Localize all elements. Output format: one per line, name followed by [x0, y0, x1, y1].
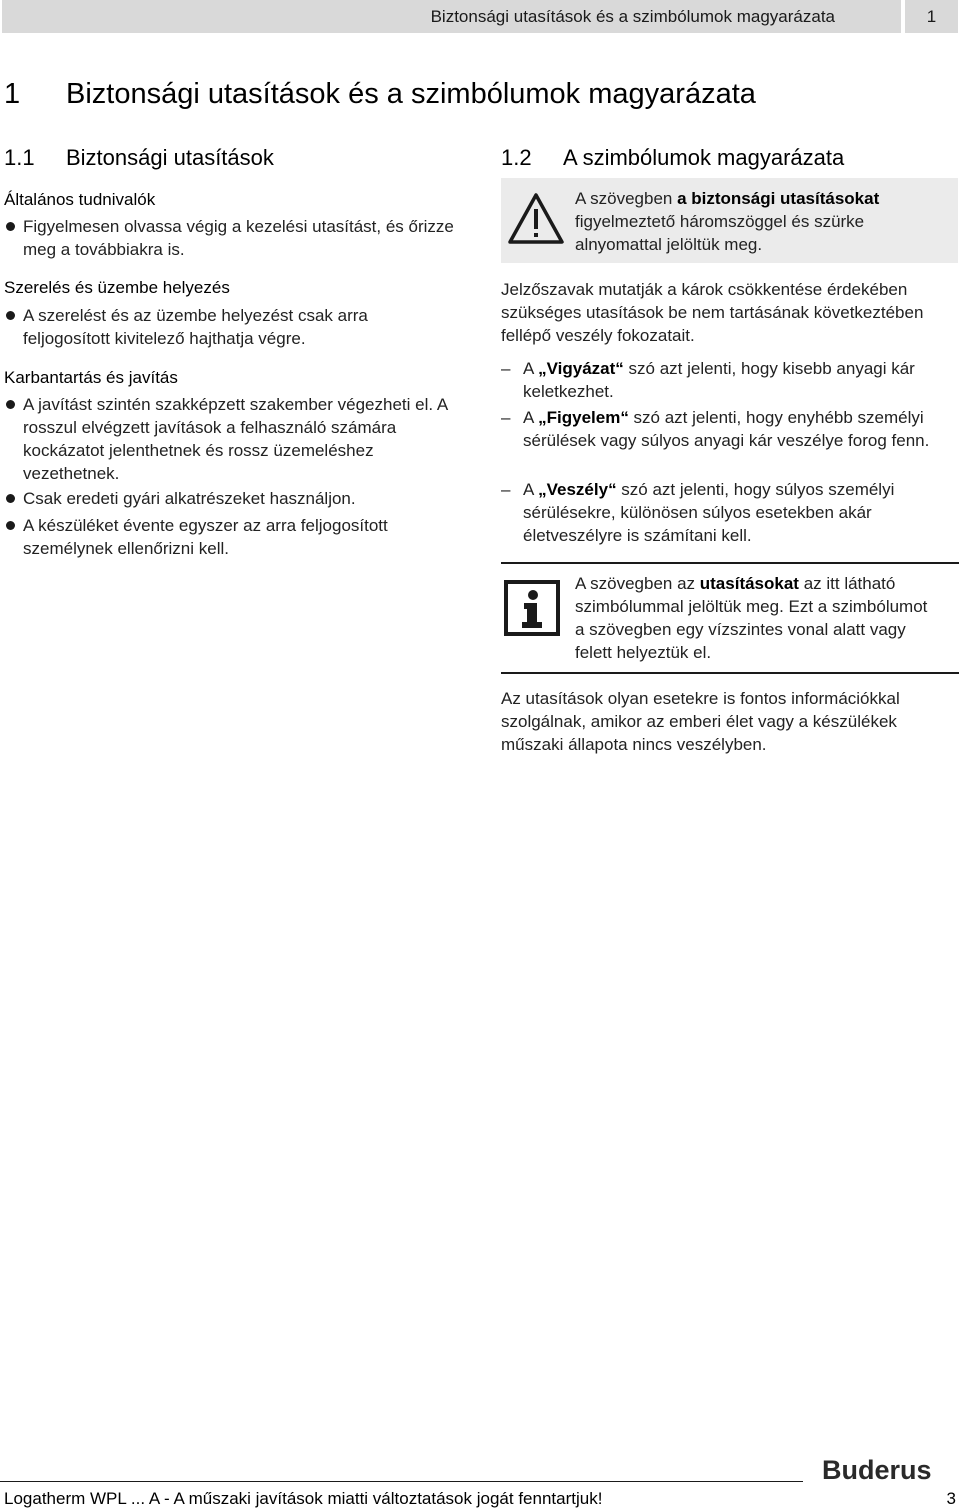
- dash-marker: –: [501, 408, 511, 427]
- note-text-bold: a biztonsági utasításokat: [677, 189, 880, 208]
- info-note-box: [501, 562, 958, 674]
- running-header-chapter-number: 1: [905, 0, 958, 33]
- note-rule-bottom: [501, 672, 959, 674]
- chapter-title: [4, 78, 756, 111]
- item-text: A: [523, 408, 539, 427]
- dash-marker: –: [501, 480, 511, 499]
- info-icon: [504, 580, 560, 636]
- running-header-title: Biztonsági utasítások és a szimbólumok magyarázata: [430, 7, 835, 26]
- bullet-item: Csak eredeti gyári alkatrészeket használjon.: [4, 487, 454, 510]
- note-text-bold: utasításokat: [699, 574, 799, 593]
- signal-words-paragraph: Jelzőszavak mutatják a károk csökkentése érdekében szükséges utasítások be nem tartásának következtében fellépő veszély fokozatait.: [501, 280, 924, 345]
- chapter-number: 1: [4, 78, 21, 110]
- warning-note-box: [501, 178, 958, 263]
- subheading-maintenance: Karbantartás és javítás: [4, 368, 178, 387]
- section-title-safety: [4, 145, 274, 171]
- footer-text: Logatherm WPL ... A - A műszaki javítások miatti változtatások jogát fenntartjuk!: [4, 1489, 603, 1508]
- bullet-item: A készüléket évente egyszer az arra feljogosított személynek ellenőrizni kell.: [4, 514, 454, 560]
- note-text-part: figyelmeztető háromszöggel és szürke alnyomattal jelöltük meg.: [575, 212, 865, 254]
- section-title-text: Biztonsági utasítások: [66, 145, 274, 170]
- bullet-item: Figyelmesen olvassa végig a kezelési utasítást, és őrizze meg a továbbiakra is.: [4, 215, 454, 261]
- signal-word-item: [501, 406, 957, 452]
- section-number: 1.1: [4, 145, 35, 170]
- signal-word: „Veszély“: [538, 480, 617, 499]
- chapter-title-text: Biztonsági utasítások és a szimbólumok magyarázata: [66, 78, 756, 110]
- warning-note-text: [575, 187, 945, 256]
- dash-marker: –: [501, 359, 511, 378]
- item-text: szó azt jelenti, hogy kisebb anyagi kár keletkezhet.: [523, 359, 915, 401]
- warning-triangle-icon: [507, 192, 565, 246]
- bullet-item: A javítást szintén szakképzett szakember végezheti el. A rosszul elvégzett javítások a felhasználó számára kockázatot jelenthetnek és rossz üzemeléshez vezethetnek.: [4, 393, 454, 485]
- subheading-general: Általános tudnivalók: [4, 190, 156, 209]
- note-text-part: A szövegben az: [575, 574, 700, 593]
- section-title-text: A szimbólumok magyarázata: [563, 145, 845, 170]
- note-text-part: az itt látható szimbólummal jelöltük meg. Ezt a szimbólumot a szövegben egy vízszintes vonal alatt vagy felett helyeztük el.: [575, 574, 928, 662]
- page-number: 3: [946, 1489, 956, 1508]
- note-rule-top: [501, 562, 959, 564]
- item-text: szó azt jelenti, hogy enyhébb személyi sérülések vagy súlyos anyagi kár veszélye forog fenn.: [523, 408, 930, 450]
- footer-rule: [0, 1481, 803, 1482]
- bullet-item: A szerelést és az üzembe helyezést csak arra feljogosított kivitelező hajthatja végre.: [4, 304, 424, 350]
- buderus-logo: Buderus: [822, 1455, 932, 1485]
- section-number: 1.2: [501, 145, 532, 170]
- item-text: A: [523, 480, 539, 499]
- subheading-installation: Szerelés és üzembe helyezés: [4, 278, 230, 297]
- signal-word-item: [501, 357, 957, 403]
- signal-word: „Vigyázat“: [538, 359, 624, 378]
- signal-word-item: [501, 478, 957, 547]
- note-text-part: A szövegben: [575, 189, 678, 208]
- section-title-symbols: [501, 145, 844, 171]
- item-text: szó azt jelenti, hogy súlyos személyi sérülésekre, különösen súlyos esetekben akár életveszélyre is számítani kell.: [523, 480, 895, 545]
- closing-paragraph: Az utasítások olyan esetekre is fontos információkkal szolgálnak, amikor az emberi élet vagy a készülékek műszaki állapota nincs veszélyben.: [501, 689, 900, 754]
- signal-word: „Figyelem“: [538, 408, 629, 427]
- item-text: A: [523, 359, 539, 378]
- running-header: [2, 0, 901, 33]
- info-note-text: [575, 572, 940, 664]
